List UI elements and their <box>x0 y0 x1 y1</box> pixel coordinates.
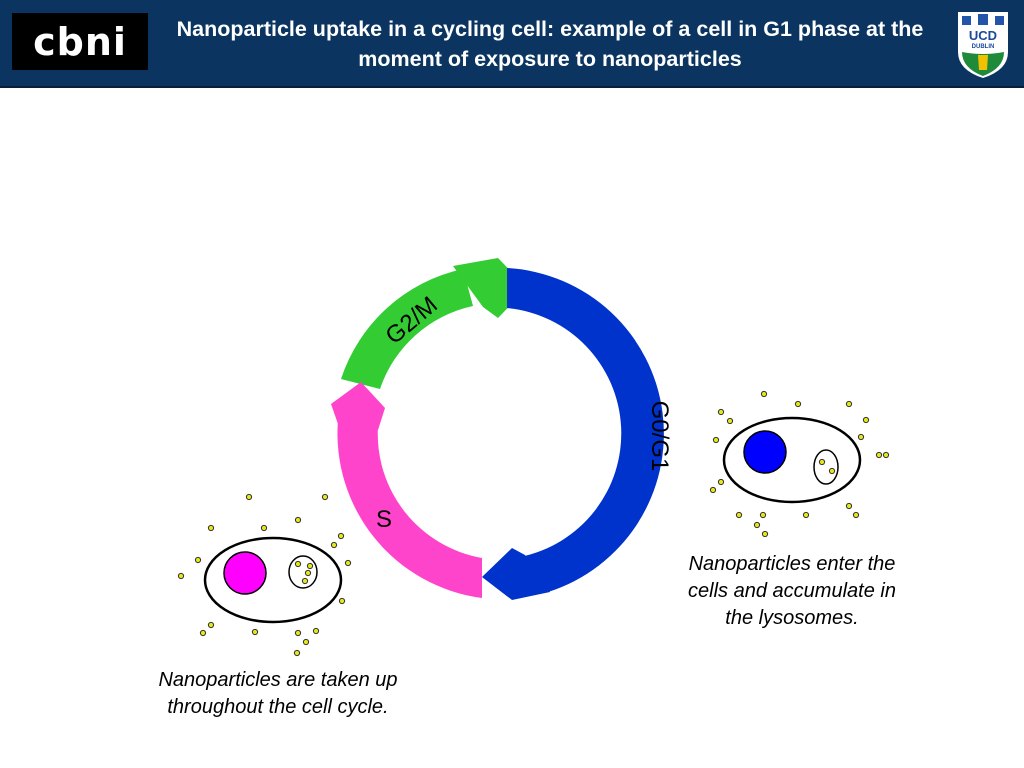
cell-right <box>710 391 888 536</box>
nanoparticle <box>853 512 858 517</box>
nanoparticle <box>307 563 312 568</box>
nanoparticle <box>339 598 344 603</box>
nanoparticle <box>295 561 300 566</box>
nanoparticle <box>727 418 732 423</box>
nanoparticle <box>795 401 800 406</box>
caption-left: Nanoparticles are taken up throughout the cell cycle. <box>158 669 398 718</box>
nanoparticle <box>710 487 715 492</box>
cell-membrane <box>724 418 860 502</box>
nanoparticle <box>829 468 834 473</box>
cbni-logo: cbni <box>12 13 148 70</box>
nanoparticle <box>294 650 299 655</box>
nanoparticle <box>760 512 765 517</box>
nanoparticle <box>261 525 266 530</box>
nanoparticle <box>208 525 213 530</box>
phase-label-s: S <box>375 506 393 533</box>
phase-label-g0g1: G0/G1 <box>646 400 673 472</box>
nanoparticle <box>718 409 723 414</box>
nanoparticle <box>345 560 350 565</box>
nanoparticle <box>761 391 766 396</box>
nanoparticle <box>305 570 310 575</box>
nanoparticle <box>846 503 851 508</box>
nanoparticle <box>295 517 300 522</box>
nanoparticle <box>295 630 300 635</box>
nanoparticle <box>713 437 718 442</box>
nanoparticle <box>819 459 824 464</box>
nanoparticle <box>208 622 213 627</box>
phase-label-g2m: G2/M <box>380 291 443 350</box>
phase-g0g1-arrow <box>482 268 664 600</box>
phase-g2m-arrow <box>341 258 527 389</box>
cell-nucleus <box>224 552 266 594</box>
cell-nucleus <box>744 431 786 473</box>
nanoparticle <box>762 531 767 536</box>
nanoparticle <box>883 452 888 457</box>
nanoparticle <box>754 522 759 527</box>
nanoparticle <box>302 578 307 583</box>
ucd-logo-subtext: DUBLIN <box>971 44 995 50</box>
nanoparticle <box>803 512 808 517</box>
page-title: Nanoparticle uptake in a cycling cell: example of a cell in G1 phase at the moment of exposure to nanoparticles <box>176 17 924 71</box>
phase-s-arrow <box>331 382 482 598</box>
caption-right: Nanoparticles enter the cells and accumulate in the lysosomes. <box>688 553 896 629</box>
nanoparticle <box>252 629 257 634</box>
nanoparticle <box>195 557 200 562</box>
nanoparticle <box>338 533 343 538</box>
nanoparticle <box>863 417 868 422</box>
nanoparticle <box>736 512 741 517</box>
nanoparticle <box>322 494 327 499</box>
nanoparticle <box>331 542 336 547</box>
nanoparticle <box>858 434 863 439</box>
nanoparticle <box>178 573 183 578</box>
lysosome <box>814 450 838 484</box>
cell-left <box>178 494 350 655</box>
nanoparticle <box>846 401 851 406</box>
nanoparticle <box>718 479 723 484</box>
nanoparticle <box>246 494 251 499</box>
nanoparticle <box>200 630 205 635</box>
nanoparticle <box>876 452 881 457</box>
ucd-logo-text: UCD <box>968 28 998 43</box>
nanoparticle <box>313 628 318 633</box>
nanoparticle <box>303 639 308 644</box>
